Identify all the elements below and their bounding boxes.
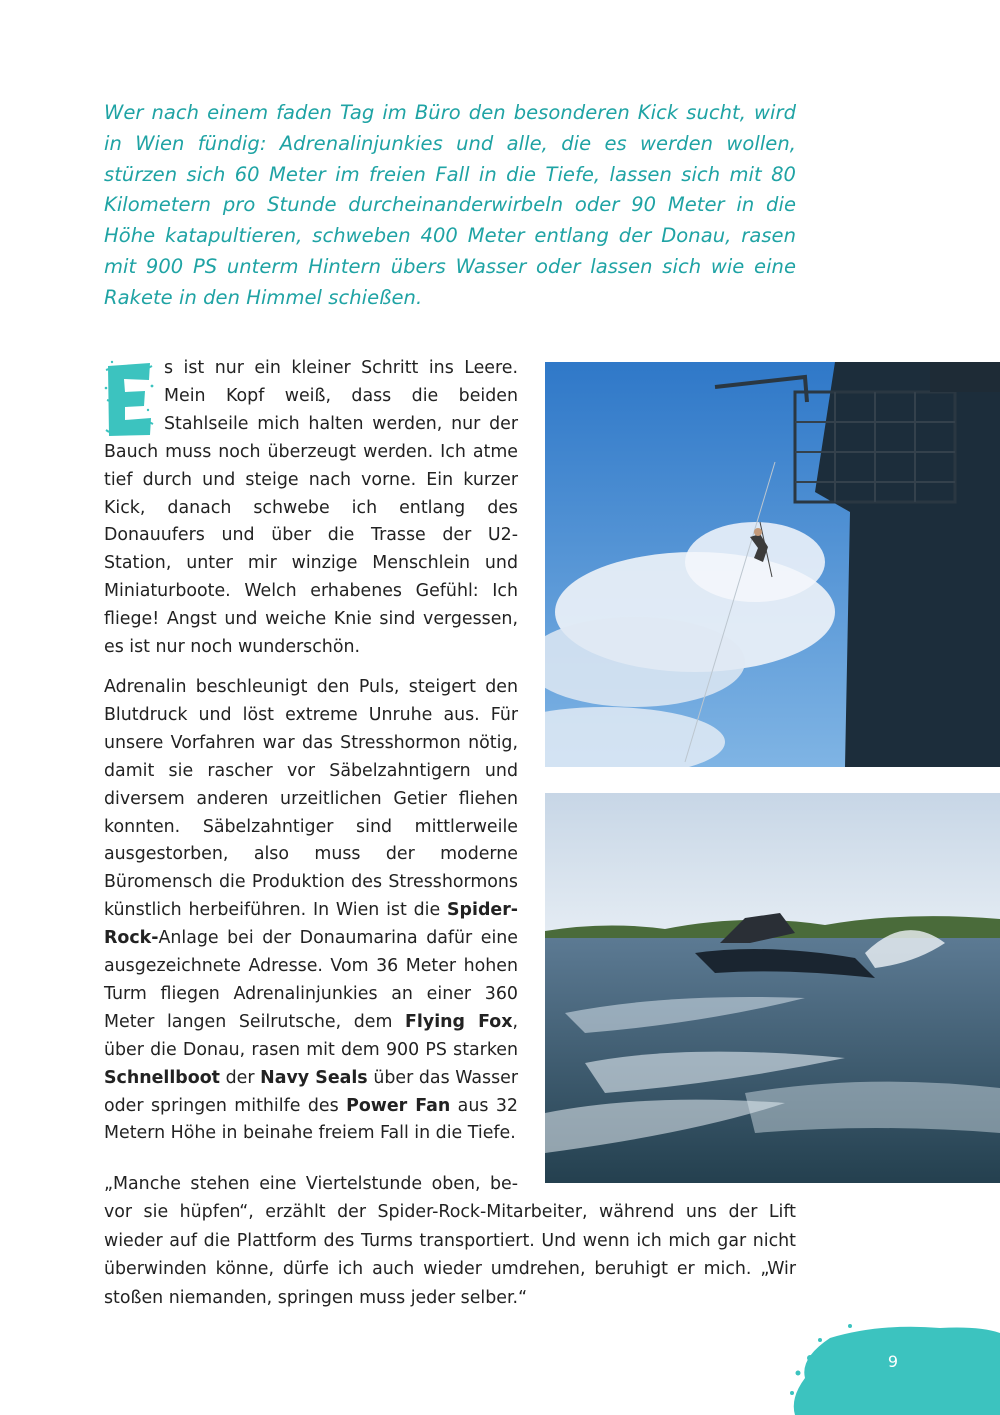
intro-text: Wer nach einem faden Tag im Büro den besonderen Kick sucht, wird in Wien fündig: Adrenalinjunkies und alle, die es werden wollen, stürzen sich 60 Meter im freien Fall in die Tiefe, lassen sich mit 80 Kilometern pro Stunde durcheinanderwirbeln oder 90 Meter in die Höhe katapultieren, schweben 400 Meter entlang der Donau, rasen mit 900 PS unterm Hintern übers Wasser oder lassen sich wie eine Rakete in den Himmel schießen. [104,101,796,309]
paragraph-1 [104,355,518,662]
quote-line-1: „Manche stehen eine Viertelstunde oben, be- [104,1174,518,1194]
paragraph-2-text: , über die Donau, rasen mit dem 900 PS starken [104,1011,518,1060]
bold-navy-seals: Navy Seals [260,1067,368,1088]
closing-paragraph [104,1170,796,1312]
paragraph-1-text: s ist nur ein kleiner Schritt ins Leere. Mein Kopf weiß, dass die beiden Stahlseile mich halten werden, nur der Bauch muss noch überzeugt werden. Ich atme tief durch und steige nach vorne. Ein kurzer Kick, danach schwebe ich entlang des Donauufers und über die Trasse der U2-Station, unter mir winzige Menschlein und Miniaturboote. Welch erhabenes Gefühl: Ich fliege! Angst und weiche Knie sind vergessen, es ist nur noch wunderschön. [104,358,518,658]
dropcap-e [104,360,154,438]
bold-flying-fox: Flying Fox [405,1011,513,1032]
quote-rest: vor sie hüpfen“, erzählt der Spider-Rock-Mitarbeiter, während uns der Lift wieder auf die Plattform des Turms transportiert. Und wenn ich mich gar nicht überwinden könne, dürfe ich auch wieder umdrehen, beruhigt er mich. „Wir stoßen niemanden, springen muss jeder selber.“ [104,1202,796,1308]
main-column [104,355,518,1160]
paragraph-2-text: der [219,1067,261,1088]
paragraph-2 [104,674,518,1148]
page-number: 9 [887,1352,899,1371]
bold-power-fan: Power Fan [346,1095,451,1116]
photo-zipline-tower [545,362,1000,767]
bold-spider-rock: Spider-Rock- [104,900,518,949]
paragraph-2-text: über das Wasser oder springen mithilfe des [104,1067,518,1116]
paragraph-2-text: aus 32 Metern Höhe in beinahe freiem Fall in die Tiefe. [104,1095,518,1144]
paragraph-2-text: Adrenalin beschleunigt den Puls, steigert den Blutdruck und löst extreme Unruhe aus. Für unsere Vorfahren war das Stresshormon nötig, damit sie rascher vor Säbelzahntigern und diversem anderen urzeitlichen Getier fliehen konnten. Säbelzahntiger sind mittlerweile ausgestorben, also muss der moderne Büromensch die Produktion des Stresshormons künstlich herbeiführen. In Wien ist die [104,676,518,921]
bold-schnellboot: Schnellboot [104,1067,220,1088]
paragraph-2-text: Anlage bei der Donaumarina dafür eine ausgezeichnete Adresse. Vom 36 Meter hohen Turm fliegen Adrenalinjunkies an einer 360 Meter langen Seilrutsche, dem [104,928,518,1032]
photo-speedboat [545,793,1000,1183]
